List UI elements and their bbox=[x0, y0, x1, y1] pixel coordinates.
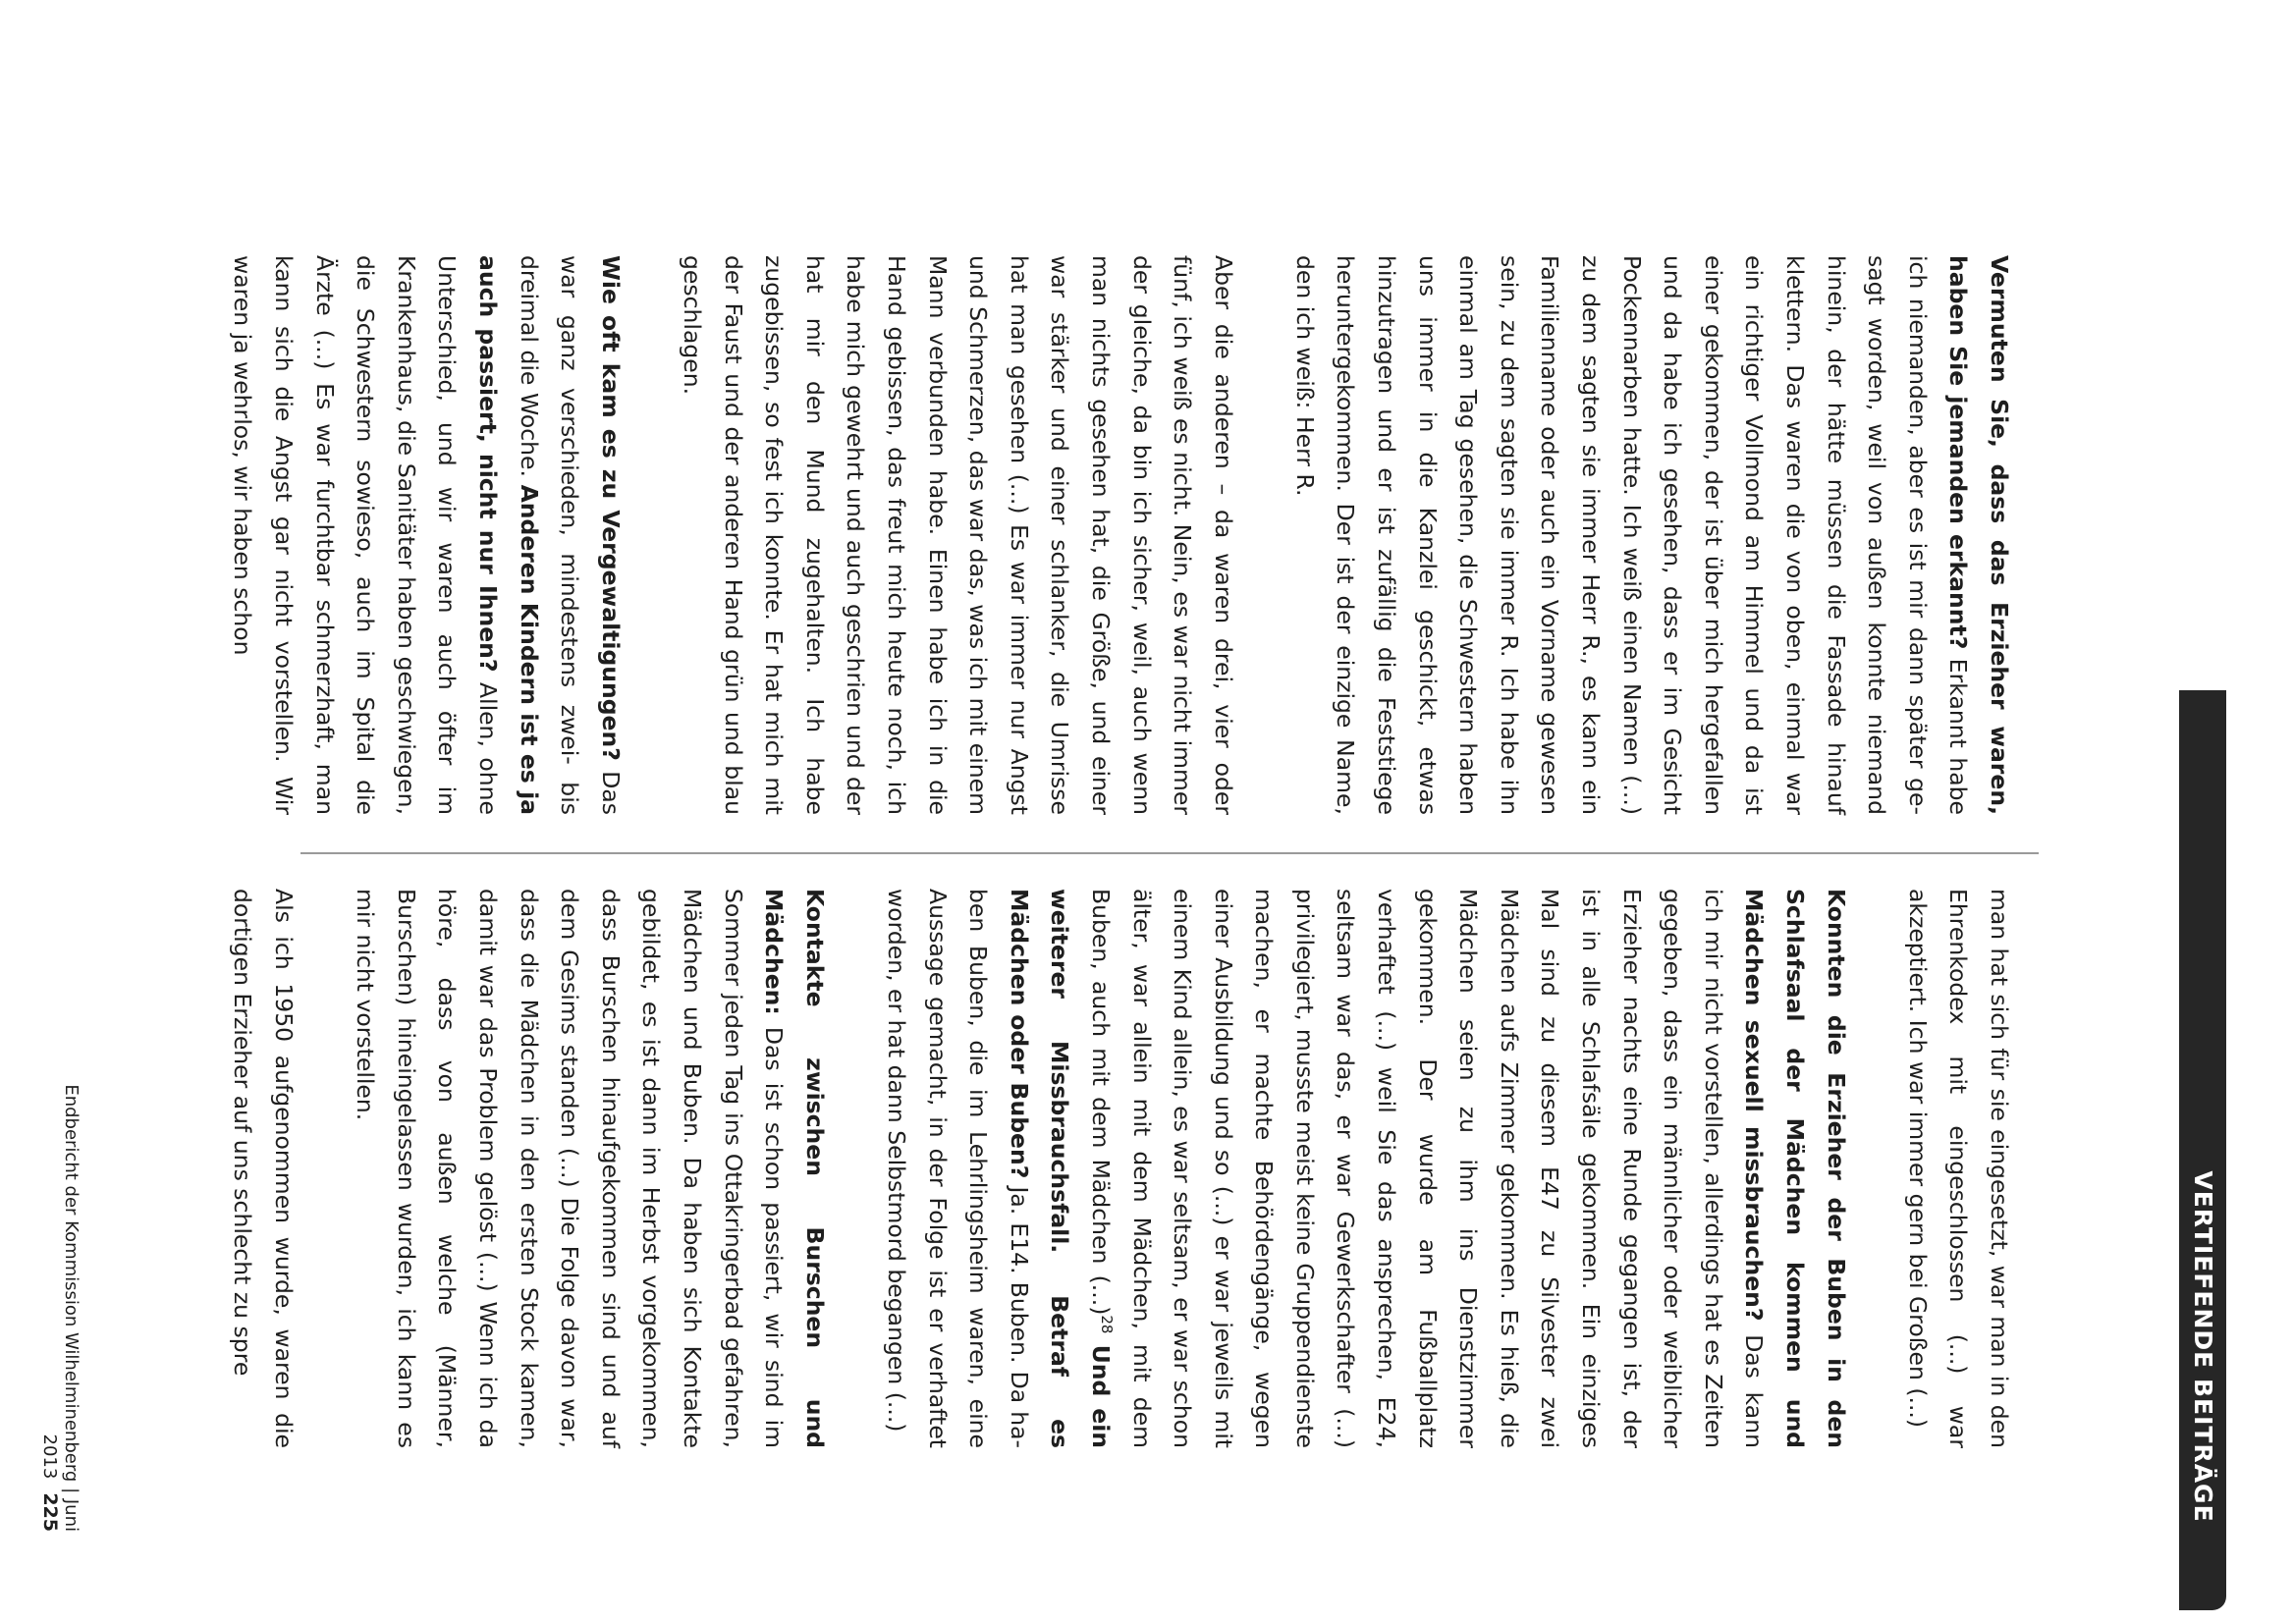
section-tab bbox=[2179, 690, 2226, 1610]
interview-question: Konnten die Erzieher der Buben in den Schlafsaal der Mädchen kommen und Mädchen sexuell missbrauchen? bbox=[1740, 889, 1850, 1448]
page-footer bbox=[39, 1060, 82, 1532]
answer-text: Als ich 1950 aufgenommen wurde, waren die dortigen Erzieher auf uns schlecht zu spre bbox=[229, 889, 299, 1448]
footer-source: Endbericht der Kommission Wilhelminenberg | Juni 2013 bbox=[39, 1084, 82, 1532]
paragraph bbox=[1896, 889, 2019, 1448]
answer-text: Allen, ohne Unterschied, und wir waren auch öfter im Krankenhaus, die Sanitäter haben geschwiegen, die Schwestern sowieso, auch im Spital die Ärzte (...) Es war furchtbar schmerzhaft, man kann sich die Angst gar nicht vorstellen. Wir waren ja wehrlos, wir haben schon bbox=[229, 255, 503, 815]
interview-question: Vermuten Sie, dass das Erzieher waren, haben Sie jemanden erkannt? bbox=[1944, 255, 2013, 815]
right-column bbox=[222, 889, 2019, 1448]
section-tab-label: VERTIEFENDE BEITRÄGE bbox=[2189, 1170, 2217, 1523]
interview-question: Kontakte zwischen Burschen und Mädchen: bbox=[760, 889, 829, 1448]
interview-question: Wie oft kam es zu Vergewaltigungen? bbox=[596, 255, 625, 761]
interview-question: Und ein weiterer Missbrauchsfall. Betraf es Mädchen oder Buben? bbox=[1005, 889, 1115, 1448]
paragraph bbox=[222, 889, 303, 1448]
paragraph bbox=[345, 889, 835, 1448]
paragraph bbox=[671, 255, 1242, 815]
answer-text: Aber die anderen – da waren drei, vier oder fünf, ich weiß es nicht. Nein, es war nicht immer der gleiche, da bin ich sicher, weil, auch wenn man nichts gesehen hat, die Größe, und einer war stärker und einer schlanker, die Umrisse hat man gesehen (...) Es war immer nur Angst und Schmerzen, das war das, was ich mit einem Mann verbunden habe. Einen habe ich in die Hand gebissen, das freut mich heute noch, ich habe mich gewehrt und auch geschrien und der hat mir den Mund zugehalten. Ich habe zugebissen, so fest ich konnte. Er hat mich mit der Faust und der anderen Hand grün und blau geschlagen. bbox=[679, 255, 1237, 815]
footnote-marker: 28 bbox=[1097, 1315, 1116, 1334]
answer-text: Das war ganz verschieden, mindestens zwei- bis dreimal die Woche. bbox=[515, 255, 625, 815]
page-number: 225 bbox=[39, 1492, 61, 1532]
answer-text: man hat sich für sie eingesetzt, war man in den Ehrenkodex mit eingeschlossen (...) war akzeptiert. Ich war immer gern bei Großen (...) bbox=[1903, 889, 2013, 1448]
paragraph bbox=[1284, 255, 2019, 815]
interview-question: Anderen Kindern ist es ja auch passiert, nicht nur Ihnen? bbox=[474, 255, 543, 815]
column-divider bbox=[300, 852, 2039, 854]
left-column bbox=[222, 255, 2019, 815]
answer-text: Ja. E14. Buben. Da haben Buben, die im Lehrlingsheim waren, eine Aussage gemacht, in der Folge ist er verhaftet worden, er hat dann Selbstmord begangen (...) bbox=[882, 889, 1033, 1449]
paragraph bbox=[222, 255, 630, 815]
paragraph bbox=[875, 889, 1855, 1448]
answer-text: Erkannt habe ich niemanden, aber es ist mir dann später gesagt worden, weil von außen konnte niemand hinein, der hätte müssen die Fassade hinauf klettern. Das waren die von oben, einmal war ein richtiger Vollmond am Himmel und da ist einer gekommen, der ist über mich hergefallen und da habe ich gesehen, dass er im Gesicht Pockennarben hatte. Ich weiß einen Namen (...) zu dem sagten sie immer Herr R., es kann ein Familienname oder auch ein Vorname gewesen sein, zu dem sagten sie immer R. Ich habe ihn einmal am Tag gesehen, die Schwestern haben uns immer in die Kanzlei geschickt, etwas hinzutragen und er ist zufällig die Feststiege heruntergekommen. Der ist der einzige Name, den ich weiß: Herr R. bbox=[1290, 255, 1973, 815]
answer-text: Das ist schon passiert, wir sind im Sommer jeden Tag ins Ottakringerbad gefahren, Mädchen und Buben. Da haben sich Kontakte gebildet, es ist dann im Herbst vorgekommen, dass Burschen hinaufgekommen sind und auf dem Gesims standen (...) Die Folge davon war, dass die Mädchen in den ersten Stock kamen, damit war das Problem gelöst (...) Wenn ich da höre, dass von außen welche (Männer, Burschen) hineingelassen wurden, ich kann es mir nicht vorstellen. bbox=[352, 889, 789, 1448]
answer-text: Das kann ich mir nicht vorstellen, allerdings hat es Zeiten gegeben, dass ein männlicher oder weiblicher Erzieher nachts eine Runde gegangen ist, der ist in alle Schlafsäle gekommen. Ein einziges Mal sind zu diesem E47 zu Silvester zwei Mädchen aufs Zimmer gekommen. Es hieß, die Mädchen seien zu ihm ins Dienstzimmer gekommen. Der wurde am Fußballplatz verhaftet (...) weil Sie das ansprechen, E24, seltsam war das, er war Gewerkschafter (...) privilegiert, musste meist keine Gruppendienste machen, er machte Behördengänge, wegen einer Ausbildung und so (...) er war jeweils mit einem Kind allein, es war seltsam, er war schon älter, war allein mit dem Mädchen, mit dem Buben, auch mit dem Mädchen (...) bbox=[1086, 889, 1769, 1448]
